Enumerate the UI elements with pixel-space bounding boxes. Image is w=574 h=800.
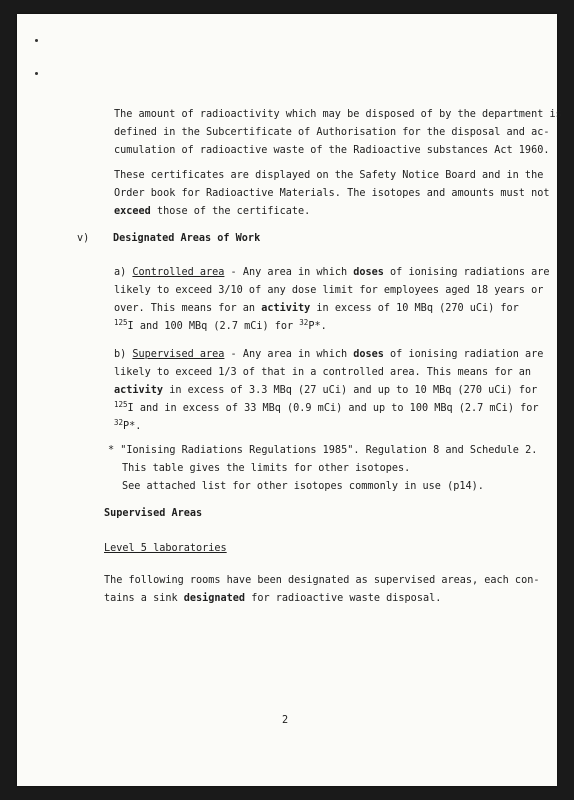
- supervised-areas-line: tains a sink designated for radioactive waste disposal.: [104, 593, 442, 604]
- section-v-heading: Designated Areas of Work: [113, 233, 261, 244]
- supervised-line: $^{125}$I and in excess of 33 MBq (0.9 mCi) and up to 100 MBq (2.7 mCi) for: [114, 400, 539, 414]
- supervised-areas-heading: Supervised Areas: [104, 508, 203, 519]
- supervised-line: $^{32}$P*.: [114, 418, 142, 432]
- supervised-areas-line: The following rooms have been designated as supervised areas, each con-: [104, 575, 540, 586]
- certificates-line: These certificates are displayed on the Safety Notice Board and in the: [114, 170, 544, 181]
- controlled-line: a) Controlled area - Any area in which doses of ionising radiations are: [114, 267, 550, 278]
- punch-mark: [35, 72, 38, 75]
- controlled-line: over. This means for an activity in excess of 10 MBq (270 uCi) for: [114, 303, 519, 314]
- supervised-line: b) Supervised area - Any area in which doses of ionising radiation are: [114, 349, 544, 360]
- footnote-line: This table gives the limits for other isotopes.: [122, 463, 411, 474]
- punch-mark: [35, 39, 38, 42]
- controlled-area-term: Controlled area: [132, 267, 225, 278]
- intro-line: defined in the Subcertificate of Authorisation for the disposal and ac-: [114, 127, 550, 138]
- emphasis-exceed: exceed: [114, 206, 151, 217]
- footnote-line: See attached list for other isotopes commonly in use (p14).: [122, 481, 484, 492]
- document-page: [17, 14, 562, 786]
- footnote: [108, 442, 538, 496]
- supervised-line: likely to exceed 1/3 of that in a controlled area. This means for an: [114, 367, 532, 378]
- page-number: 2: [282, 715, 289, 726]
- supervised-area-term: Supervised area: [132, 349, 225, 360]
- intro-line: cumulation of radioactive waste of the Radioactive substances Act 1960.: [114, 145, 550, 156]
- footnote-line: * "Ionising Radiations Regulations 1985". Regulation 8 and Schedule 2.: [108, 445, 538, 456]
- intro-paragraph: [114, 106, 562, 160]
- level-5-laboratories-heading: Level 5 laboratories: [104, 543, 227, 554]
- section-v-numeral: v): [77, 233, 90, 244]
- certificates-line: Order book for Radioactive Materials. The isotopes and amounts must not: [114, 188, 550, 199]
- supervised-area-paragraph: [114, 346, 544, 436]
- controlled-line: $^{125}$I and 100 MBq (2.7 mCi) for $^{32}$P*.: [114, 318, 327, 332]
- certificates-paragraph: [114, 167, 550, 221]
- supervised-line: activity in excess of 3.3 MBq (27 uCi) and up to 10 MBq (270 uCi) for: [114, 385, 538, 396]
- intro-line: The amount of radioactivity which may be disposed of by the department is: [114, 109, 562, 120]
- controlled-area-paragraph: [114, 264, 550, 336]
- supervised-areas-paragraph: [104, 572, 540, 608]
- certificates-line: exceed those of the certificate.: [114, 206, 311, 217]
- controlled-line: likely to exceed 3/10 of any dose limit for employees aged 18 years or: [114, 285, 544, 296]
